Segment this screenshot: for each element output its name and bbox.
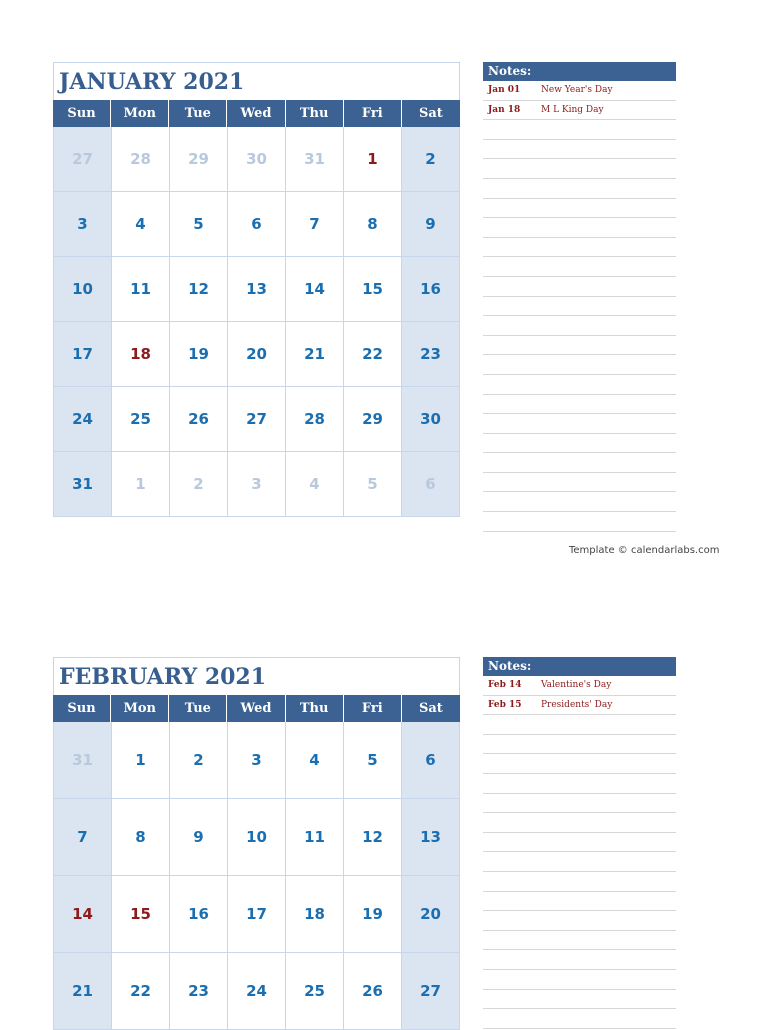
weekday-sun: Sun — [53, 100, 111, 127]
day-cell: 3 — [228, 722, 286, 799]
note-blank-line — [483, 218, 676, 238]
note-date: Feb 15 — [488, 699, 522, 710]
weekday-tue: Tue — [169, 695, 227, 722]
day-cell: 5 — [344, 722, 402, 799]
note-blank-line — [483, 297, 676, 317]
day-cell: 15 — [112, 876, 170, 953]
note-blank-line — [483, 355, 676, 375]
day-cell: 11 — [286, 799, 344, 876]
weekday-fri: Fri — [344, 695, 402, 722]
day-cell: 17 — [54, 322, 112, 387]
day-cell: 29 — [344, 387, 402, 452]
day-cell: 1 — [344, 127, 402, 192]
day-cell: 5 — [170, 192, 228, 257]
weekday-thu: Thu — [286, 100, 344, 127]
day-cell-adjacent-month: 31 — [54, 722, 112, 799]
weekday-wed: Wed — [227, 695, 285, 722]
day-grid — [53, 722, 460, 1030]
day-cell-adjacent-month: 3 — [228, 452, 286, 517]
notes-title: Notes: — [483, 657, 676, 676]
weekday-mon: Mon — [111, 695, 169, 722]
day-cell: 16 — [402, 257, 460, 322]
day-cell: 19 — [170, 322, 228, 387]
day-cell: 18 — [112, 322, 170, 387]
day-cell: 26 — [170, 387, 228, 452]
day-cell: 10 — [54, 257, 112, 322]
note-blank-line — [483, 492, 676, 512]
day-cell: 21 — [286, 322, 344, 387]
day-cell: 23 — [402, 322, 460, 387]
weekday-sun: Sun — [53, 695, 111, 722]
note-blank-line — [483, 872, 676, 892]
weekday-sat: Sat — [419, 701, 443, 716]
note-blank-line — [483, 395, 676, 415]
weekday-header — [53, 695, 460, 722]
day-cell-adjacent-month: 31 — [286, 127, 344, 192]
day-cell: 13 — [402, 799, 460, 876]
note-blank-line — [483, 316, 676, 336]
month-title: FEBRUARY 2021 — [53, 657, 460, 695]
day-cell: 15 — [344, 257, 402, 322]
note-blank-line — [483, 715, 676, 735]
note-text: M L King Day — [541, 104, 604, 115]
day-cell: 6 — [228, 192, 286, 257]
note-text: Presidents' Day — [541, 699, 613, 710]
notes-lines — [483, 81, 676, 532]
day-cell: 9 — [170, 799, 228, 876]
note-blank-line — [483, 735, 676, 755]
day-cell-adjacent-month: 29 — [170, 127, 228, 192]
day-cell: 24 — [228, 953, 286, 1030]
day-cell-adjacent-month: 28 — [112, 127, 170, 192]
note-entry — [483, 81, 676, 101]
note-entry — [483, 101, 676, 121]
weekday-wed: Wed — [227, 100, 285, 127]
note-blank-line — [483, 414, 676, 434]
note-text: New Year's Day — [541, 85, 613, 96]
day-cell: 7 — [54, 799, 112, 876]
day-cell: 20 — [228, 322, 286, 387]
template-credit: Template © calendarlabs.com — [569, 545, 720, 556]
note-blank-line — [483, 990, 676, 1010]
day-cell: 14 — [54, 876, 112, 953]
note-blank-line — [483, 794, 676, 814]
note-blank-line — [483, 774, 676, 794]
note-date: Jan 01 — [488, 85, 521, 96]
day-cell-adjacent-month: 4 — [286, 452, 344, 517]
note-blank-line — [483, 950, 676, 970]
day-cell: 22 — [112, 953, 170, 1030]
day-cell-adjacent-month: 5 — [344, 452, 402, 517]
day-cell: 8 — [344, 192, 402, 257]
weekday-thu: Thu — [286, 695, 344, 722]
day-cell: 19 — [344, 876, 402, 953]
weekday-fri: Fri — [344, 100, 402, 127]
day-cell: 24 — [54, 387, 112, 452]
note-blank-line — [483, 473, 676, 493]
note-entry — [483, 676, 676, 696]
note-entry — [483, 696, 676, 716]
day-cell: 13 — [228, 257, 286, 322]
note-blank-line — [483, 453, 676, 473]
day-cell: 12 — [170, 257, 228, 322]
day-cell: 11 — [112, 257, 170, 322]
day-cell: 8 — [112, 799, 170, 876]
weekday-header — [53, 100, 460, 127]
note-blank-line — [483, 813, 676, 833]
day-cell: 6 — [402, 722, 460, 799]
day-cell-adjacent-month: 2 — [170, 452, 228, 517]
weekday-sat: Sat — [419, 106, 443, 121]
day-cell-adjacent-month: 27 — [54, 127, 112, 192]
notes-title: Notes: — [483, 62, 676, 81]
day-cell: 4 — [286, 722, 344, 799]
note-date: Feb 14 — [488, 680, 522, 691]
calendar-february — [53, 657, 460, 1030]
day-grid — [53, 127, 460, 517]
day-cell: 9 — [402, 192, 460, 257]
notes-january — [483, 62, 676, 532]
note-blank-line — [483, 892, 676, 912]
weekday-mon: Mon — [111, 100, 169, 127]
weekday-tue: Tue — [169, 100, 227, 127]
day-cell-adjacent-month: 30 — [228, 127, 286, 192]
day-cell: 4 — [112, 192, 170, 257]
day-cell: 26 — [344, 953, 402, 1030]
day-cell: 7 — [286, 192, 344, 257]
note-blank-line — [483, 434, 676, 454]
note-blank-line — [483, 512, 676, 532]
note-date: Jan 18 — [488, 104, 521, 115]
note-blank-line — [483, 336, 676, 356]
note-blank-line — [483, 277, 676, 297]
month-title: JANUARY 2021 — [53, 62, 460, 100]
day-cell: 3 — [54, 192, 112, 257]
day-cell: 27 — [228, 387, 286, 452]
day-cell: 28 — [286, 387, 344, 452]
day-cell-adjacent-month: 6 — [402, 452, 460, 517]
day-cell: 30 — [402, 387, 460, 452]
note-text: Valentine's Day — [541, 680, 612, 691]
note-blank-line — [483, 140, 676, 160]
note-blank-line — [483, 179, 676, 199]
note-blank-line — [483, 911, 676, 931]
note-blank-line — [483, 120, 676, 140]
day-cell: 2 — [402, 127, 460, 192]
notes-lines — [483, 676, 676, 1029]
note-blank-line — [483, 852, 676, 872]
day-cell: 12 — [344, 799, 402, 876]
day-cell: 21 — [54, 953, 112, 1030]
day-cell: 27 — [402, 953, 460, 1030]
day-cell: 25 — [112, 387, 170, 452]
day-cell: 1 — [112, 722, 170, 799]
note-blank-line — [483, 833, 676, 853]
calendar-january — [53, 62, 460, 517]
note-blank-line — [483, 199, 676, 219]
day-cell: 10 — [228, 799, 286, 876]
notes-february — [483, 657, 676, 1029]
day-cell: 18 — [286, 876, 344, 953]
note-blank-line — [483, 754, 676, 774]
note-blank-line — [483, 931, 676, 951]
day-cell: 31 — [54, 452, 112, 517]
day-cell: 23 — [170, 953, 228, 1030]
note-blank-line — [483, 375, 676, 395]
day-cell: 16 — [170, 876, 228, 953]
day-cell: 14 — [286, 257, 344, 322]
note-blank-line — [483, 970, 676, 990]
day-cell-adjacent-month: 1 — [112, 452, 170, 517]
day-cell: 17 — [228, 876, 286, 953]
day-cell: 20 — [402, 876, 460, 953]
note-blank-line — [483, 257, 676, 277]
note-blank-line — [483, 1009, 676, 1029]
day-cell: 25 — [286, 953, 344, 1030]
note-blank-line — [483, 159, 676, 179]
day-cell: 22 — [344, 322, 402, 387]
day-cell: 2 — [170, 722, 228, 799]
note-blank-line — [483, 238, 676, 258]
